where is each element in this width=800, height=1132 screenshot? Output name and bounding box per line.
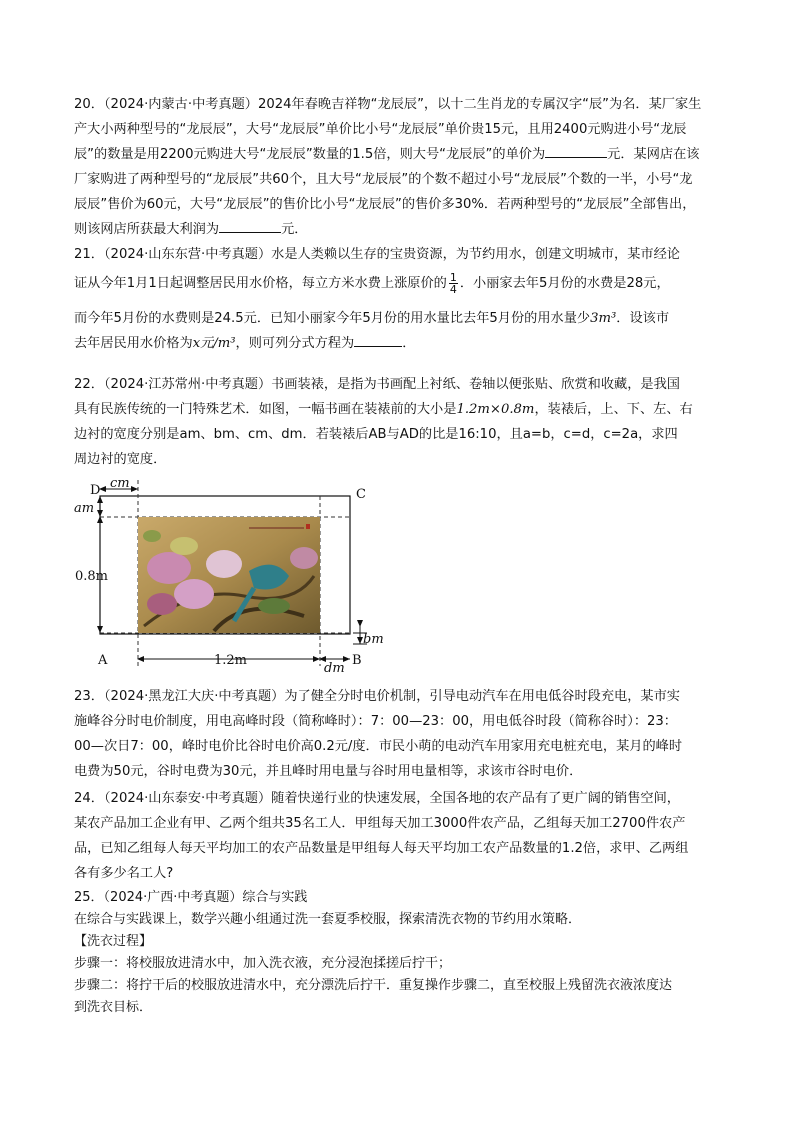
q20-line-3 <box>74 142 732 167</box>
q20-line-5: 辰辰”售价为60元，大号“龙辰辰”的售价比小号“龙辰辰”的售价多30%．若两种型号的“龙辰辰”全部售出， <box>74 197 696 212</box>
painting-size: 1.2m×0.8m <box>456 402 535 417</box>
q20-line-3-text: 辰”的数量是用2200元购进大号“龙辰辰”数量的1.5倍，则大号“龙辰辰”的单价为 <box>74 147 546 162</box>
label-height: 0.8m <box>75 569 109 584</box>
q24-line-4: 各有多少名工人? <box>74 866 174 881</box>
q21-line-2 <box>74 267 732 301</box>
q21-line-4-mid: ，则可列分式方程为 <box>235 336 355 351</box>
q20-line-2: 产大小两种型号的“龙辰辰”，大号“龙辰辰”单价比小号“龙辰辰”单价贵15元，且用2400元购进小号“龙辰 <box>74 122 687 137</box>
q22-line-3: 边衬的宽度分别是am、bm、cm、dm．若装裱后AB与AD的比是16:10，且a=b，c=d，c=2a，求四 <box>74 427 678 442</box>
label-a: A <box>98 653 108 668</box>
q20-line-6-text: 则该网店所获最大利润为 <box>74 222 220 237</box>
q25-step-1: 步骤一：将校服放进清水中，加入洗衣液，充分浸泡揉搓后拧干； <box>74 956 452 971</box>
q22-line-2-text: 具有民族传统的一门特殊艺术．如图，一幅书画在装裱前的大小是 <box>74 402 457 417</box>
q20-line-3-tail: 元．某网店在该 <box>607 147 700 162</box>
q20-line-6 <box>74 217 732 242</box>
answer-blank <box>354 332 402 347</box>
q21-line-4 <box>74 331 732 356</box>
q21-line-4-tail: ． <box>402 336 416 351</box>
mounting-diagram <box>74 476 384 676</box>
q25-step-2: 步骤二：将拧干后的校服放进清水中，充分漂洗后拧干．重复操作步骤二，直至校服上残留洗衣液浓度达 <box>74 978 673 993</box>
question-23 <box>74 684 732 784</box>
label-width: 1.2m <box>214 653 248 668</box>
q23-line-2: 施峰谷分时电价制度，用电高峰时段（简称峰时）：7：00—23：00，用电低谷时段（简称谷时）：23： <box>74 714 677 729</box>
q20-line-6-tail: 元． <box>281 222 308 237</box>
fraction-denominator: 4 <box>449 282 457 296</box>
q21-line-3 <box>74 306 732 331</box>
label-bm: bm <box>363 632 384 647</box>
question-25 <box>74 887 734 1019</box>
fraction-numerator: 1 <box>449 270 457 284</box>
q21-line-2-text: 证从今年1月1日起调整居民用水价格，每立方米水费上涨原价的 <box>74 276 447 291</box>
q25-step-2-cont: 到洗衣目标． <box>74 1000 153 1015</box>
q24-line-1: 24．（2024·山东泰安·中考真题）随着快递行业的快速发展，全国各地的农产品有了更广阔的销售空间， <box>74 791 680 806</box>
answer-blank <box>545 143 607 158</box>
q25-section-heading: 【洗衣过程】 <box>74 934 153 949</box>
q25-line-1: 25．（2024·广西·中考真题）综合与实践 <box>74 890 308 905</box>
q22-line-2-tail: ，装裱后，上、下、左、右 <box>534 402 693 417</box>
volume-quantity: 3m³ <box>590 311 617 326</box>
q21-line-2-tail: ．小丽家去年5月份的水费是28元， <box>459 276 670 291</box>
q21-line-1: 21．（2024·山东东营·中考真题）水是人类赖以生存的宝贵资源，为节约用水，创建文明城市，某市经论 <box>74 247 680 262</box>
answer-blank <box>219 218 281 233</box>
question-22 <box>74 372 732 472</box>
q21-line-3-tail: ．设该市 <box>616 311 670 326</box>
fraction-one-quarter <box>449 272 458 295</box>
q22-line-2 <box>74 397 732 422</box>
label-dm: dm <box>324 661 345 676</box>
q23-line-4: 电费为50元，谷时电费为30元，并且峰时用电量与谷时用电量相等，求该市谷时电价． <box>74 764 583 779</box>
price-variable: x元/m³ <box>192 336 236 351</box>
q21-line-3-text: 而今年5月份的水费则是24.5元．已知小丽家今年5月份的用水量比去年5月份的用水量少 <box>74 311 591 326</box>
painting-image <box>138 517 320 633</box>
label-am: am <box>74 501 95 516</box>
q20-line-1: 20．（2024·内蒙古·中考真题）2024年春晚吉祥物“龙辰辰”，以十二生肖龙的专属汉字“辰”为名．某厂家生 <box>74 97 702 112</box>
q25-line-2: 在综合与实践课上，数学兴趣小组通过洗一套夏季校服，探索清洗衣物的节约用水策略． <box>74 912 582 927</box>
question-20 <box>74 92 732 242</box>
q24-line-3: 品，已知乙组每人每天平均加工的农产品数量是甲组每人每天平均加工农产品数量的1.2倍，求甲、乙两组 <box>74 841 689 856</box>
question-24 <box>74 786 732 886</box>
label-b: B <box>352 653 362 668</box>
label-d: D <box>90 483 101 498</box>
q21-line-4-text: 去年居民用水价格为 <box>74 336 193 351</box>
q22-line-4: 周边衬的宽度． <box>74 452 167 467</box>
label-cm: cm <box>110 476 130 491</box>
q20-line-4: 厂家购进了两种型号的“龙辰辰”共60个，且大号“龙辰辰”的个数不超过小号“龙辰辰”个数的一半，小号“龙 <box>74 172 693 187</box>
q22-line-1: 22．（2024·江苏常州·中考真题）书画装裱，是指为书画配上衬纸、卷轴以便张贴、欣赏和收藏，是我国 <box>74 377 680 392</box>
q23-line-1: 23．（2024·黑龙江大庆·中考真题）为了健全分时电价机制，引导电动汽车在用电低谷时段充电，某市实 <box>74 689 680 704</box>
label-c: C <box>356 487 366 502</box>
q23-line-3: 00—次日7：00，峰时电价比谷时电价高0.2元/度．市民小萌的电动汽车用家用充电桩充电，某月的峰时 <box>74 739 683 754</box>
q24-line-2: 某农产品加工企业有甲、乙两个组共35名工人．甲组每天加工3000件农产品，乙组每天加工2700件农产 <box>74 816 686 831</box>
question-21 <box>74 242 732 356</box>
